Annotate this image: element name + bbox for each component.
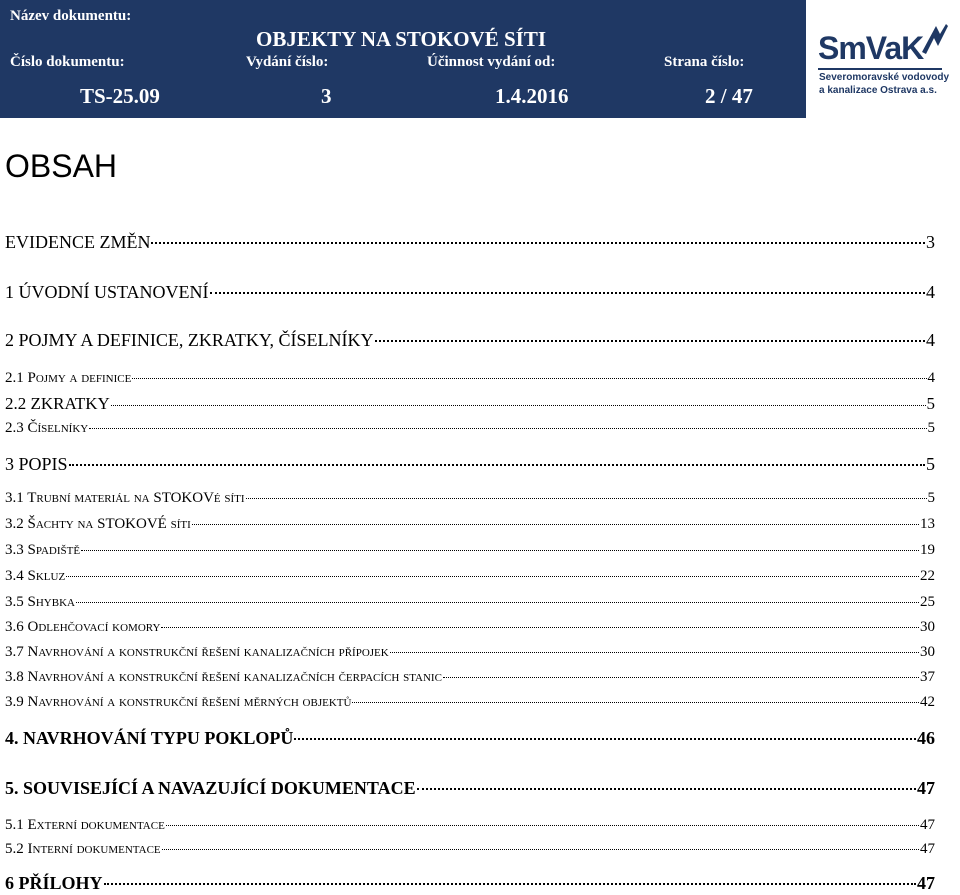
toc-entry-text: 3.3 Spadiště	[5, 542, 81, 558]
toc-entry-text: 3.4 Skluz	[5, 568, 66, 584]
doc-title: OBJEKTY NA STOKOVÉ SÍTI	[256, 27, 547, 51]
toc-dot-leader	[69, 464, 925, 466]
toc-entry-text: 5. SOUVISEJÍCÍ A NAVAZUJÍCÍ DOKUMENTACE	[5, 778, 416, 798]
toc-entry-text: 3.9 Navrhování a konstrukční řešení měrných objektů	[5, 694, 352, 710]
toc-entry[interactable]	[5, 841, 935, 858]
toc-entry[interactable]	[5, 232, 935, 253]
toc-entry[interactable]	[5, 594, 935, 611]
toc-entry-text: 3.5 Shybka	[5, 594, 75, 610]
toc-entry-page: 46	[917, 728, 935, 748]
toc-entry[interactable]	[5, 568, 935, 585]
toc-entry[interactable]	[5, 619, 935, 636]
toc-entry[interactable]	[5, 728, 935, 749]
issue-label: Vydání číslo:	[246, 54, 329, 70]
toc-entry[interactable]	[5, 394, 935, 414]
toc-entry-text: 3.6 Odlehčovací komory	[5, 619, 161, 635]
toc-entry-page: 30	[920, 619, 935, 635]
toc-entry-text: EVIDENCE ZMĚN	[5, 232, 151, 252]
toc-entry-page: 4	[927, 370, 935, 386]
effective-label: Účinnost vydání od:	[427, 54, 556, 70]
toc-entry-text: 2 POJMY A DEFINICE, ZKRATKY, ČÍSELNÍKY	[5, 330, 374, 350]
toc-dot-leader	[66, 576, 919, 577]
toc-dot-leader	[352, 702, 919, 703]
toc-entry-page: 4	[926, 330, 935, 350]
toc-entry-text: 6 PŘÍLOHY	[5, 873, 103, 893]
toc-entry[interactable]	[5, 644, 935, 661]
toc-entry[interactable]	[5, 873, 935, 894]
toc-entry-page: 13	[920, 516, 935, 532]
toc-entry-text: 3.7 Navrhování a konstrukční řešení kanalizačních přípojek	[5, 644, 389, 660]
doc-name-label: Název dokumentu:	[10, 8, 132, 24]
toc-dot-leader	[390, 652, 919, 653]
toc-entry-page: 5	[926, 394, 935, 413]
toc-entry[interactable]	[5, 490, 935, 507]
toc-entry[interactable]	[5, 420, 935, 437]
toc-entry-page: 5	[927, 420, 935, 436]
toc-dot-leader	[417, 788, 916, 790]
toc-entry[interactable]	[5, 694, 935, 711]
toc-dot-leader	[151, 242, 925, 244]
effective-date: 1.4.2016	[495, 84, 569, 108]
logo-wordmark: SmVaK	[818, 30, 924, 66]
toc-entry-text: 2.1 Pojmy a definice	[5, 370, 132, 386]
toc-entry-page: 22	[920, 568, 935, 584]
toc-entry[interactable]	[5, 817, 935, 834]
toc-dot-leader	[375, 340, 925, 342]
toc-entry-text: 3 POPIS	[5, 454, 68, 474]
toc-entry[interactable]	[5, 454, 935, 475]
toc-dot-leader	[294, 738, 916, 740]
toc-entry[interactable]	[5, 542, 935, 559]
toc-entry-page: 19	[920, 542, 935, 558]
toc-dot-leader	[246, 498, 927, 499]
toc-dot-leader	[192, 524, 919, 525]
toc-entry-text: 3.8 Navrhování a konstrukční řešení kanalizačních čerpacích stanic	[5, 669, 442, 685]
toc-entry-text: 4. NAVRHOVÁNÍ TYPU POKLOPŮ	[5, 728, 294, 748]
logo-line-2: a kanalizace Ostrava a.s.	[819, 85, 937, 96]
logo-line-1: Severomoravské vodovody	[819, 72, 950, 83]
toc-dot-leader	[76, 602, 919, 603]
toc-entry-page: 25	[920, 594, 935, 610]
page-label: Strana číslo:	[664, 54, 745, 70]
toc-entry-page: 5	[927, 490, 935, 506]
doc-number: TS-25.09	[80, 84, 160, 108]
toc-entry-text: 3.1 Trubní materiál na STOKOVé síti	[5, 490, 245, 506]
toc-dot-leader	[443, 677, 919, 678]
toc-entry-text: 1 ÚVODNÍ USTANOVENÍ	[5, 282, 209, 302]
toc-entry-text: 3.2 Šachty na STOKOVÉ síti	[5, 516, 191, 532]
toc-dot-leader	[166, 825, 919, 826]
issue-number: 3	[321, 84, 332, 108]
toc-entry-page: 47	[917, 873, 935, 893]
toc-entry-page: 30	[920, 644, 935, 660]
toc-entry-text: 2.3 Číselníky	[5, 420, 89, 436]
toc-entry[interactable]	[5, 778, 935, 799]
toc-entry-text: 2.2 ZKRATKY	[5, 394, 110, 413]
toc-entry-page: 3	[926, 232, 935, 252]
toc-dot-leader	[162, 849, 919, 850]
toc-entry-page: 47	[920, 817, 935, 833]
doc-number-label: Číslo dokumentu:	[10, 54, 125, 70]
toc-entry-page: 37	[920, 669, 935, 685]
toc-dot-leader	[111, 405, 926, 406]
contents-title: OBSAH	[5, 148, 118, 184]
toc-entry-page: 47	[917, 778, 935, 798]
toc-dot-leader	[210, 292, 925, 294]
page-number: 2 / 47	[705, 84, 753, 108]
toc-entry[interactable]	[5, 370, 935, 387]
toc-entry[interactable]	[5, 669, 935, 686]
toc-dot-leader	[104, 883, 916, 885]
toc-entry-page: 5	[926, 454, 935, 474]
toc-dot-leader	[81, 550, 919, 551]
toc-dot-leader	[132, 378, 926, 379]
toc-entry[interactable]	[5, 282, 935, 303]
toc-entry-page: 42	[920, 694, 935, 710]
toc-entry[interactable]	[5, 330, 935, 351]
toc-entry-text: 5.1 Externí dokumentace	[5, 817, 165, 833]
toc-dot-leader	[161, 627, 919, 628]
toc-entry-page: 4	[926, 282, 935, 302]
toc-entry[interactable]	[5, 516, 935, 533]
toc-entry-page: 47	[920, 841, 935, 857]
toc-entry-text: 5.2 Interní dokumentace	[5, 841, 161, 857]
toc-dot-leader	[89, 428, 926, 429]
